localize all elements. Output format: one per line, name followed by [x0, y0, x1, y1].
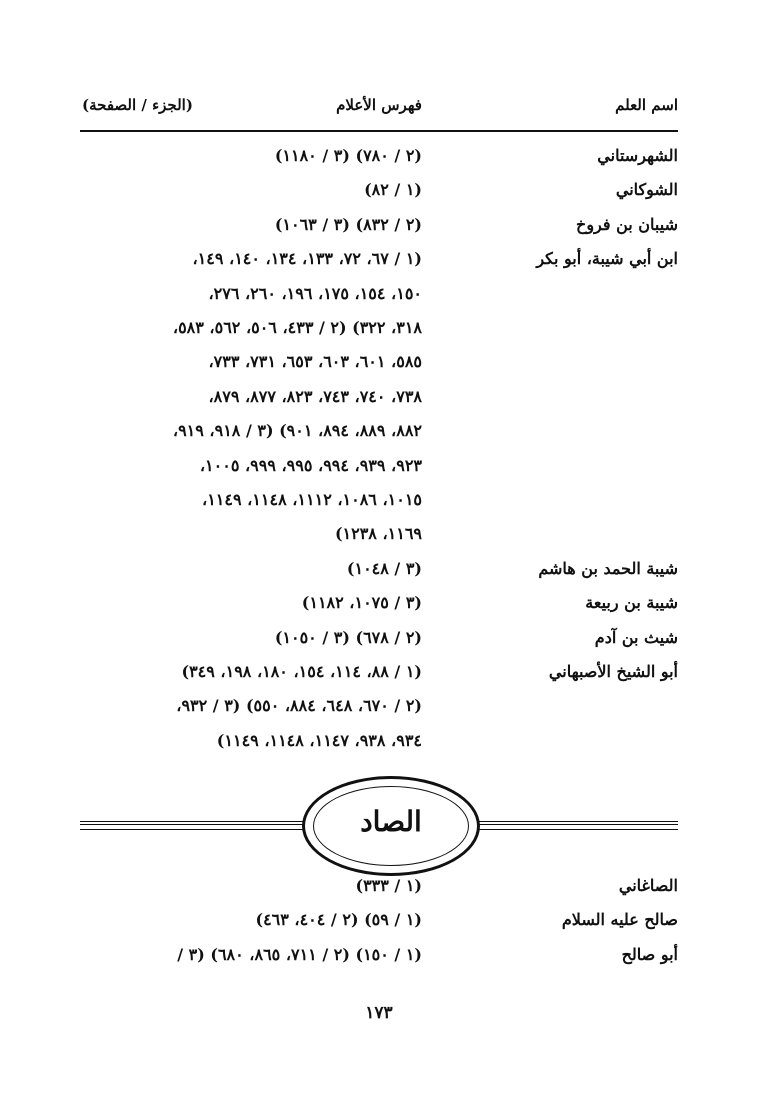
index-title: فهرس الأعلام	[336, 96, 422, 114]
entry-references: ٨٨٢، ٨٨٩، ٨٩٤، ٩٠١) (٣ / ٩١٨، ٩١٩،	[172, 421, 422, 441]
name-column-heading: اسم العلم	[615, 96, 678, 114]
page-number: ١٧٣	[365, 1003, 393, 1023]
entry-references: ٣١٨، ٣٢٢) (٢ / ٤٣٣، ٥٠٦، ٥٦٢، ٥٨٣،	[172, 318, 422, 337]
section-title: الصاد	[360, 805, 422, 838]
entry-name: صالح عليه السلام	[561, 910, 678, 930]
entry-name: شيبة الحمد بن هاشم	[538, 558, 678, 578]
entry-references: (٣ / ١٠٧٥، ١١٨٢)	[301, 593, 422, 613]
entry-references: ٧٣٨، ٧٤٠، ٧٤٣، ٨٢٣، ٨٧٧، ٨٧٩،	[208, 386, 422, 406]
entry-name: شيبة بن ربيعة	[585, 593, 678, 613]
entry-name: ابن أبي شيبة، أبو بكر	[536, 249, 678, 269]
index-entry	[80, 910, 678, 944]
entry-references: (١ / ٨٢)	[364, 180, 422, 200]
index-entry	[80, 876, 678, 910]
entry-references: (١ / ٦٧، ٧٢، ١٣٣، ١٣٤، ١٤٠، ١٤٩،	[192, 249, 422, 269]
entry-name: أبو الشيخ الأصبهاني	[548, 662, 678, 681]
entry-references: (١ / ٣٣٣)	[355, 876, 422, 895]
entry-references: (٣ / ١٠٤٨)	[346, 558, 422, 578]
entry-references: ١٥٠، ١٥٤، ١٧٥، ١٩٦، ٢٦٠، ٢٧٦،	[208, 283, 422, 303]
entry-references: (١ / ١٥٠) (٢ / ٧١١، ٨٦٥، ٦٨٠) (٣ /	[177, 944, 422, 964]
entry-references: (٢ / ٦٧٠، ٦٤٨، ٨٨٤، ٥٥٠) (٣ / ٩٣٢،	[176, 696, 422, 716]
entry-references: ٥٨٥، ٦٠١، ٦٠٣، ٦٥٣، ٧٣١، ٧٣٣،	[208, 352, 422, 372]
entry-references: ٩٣٤، ٩٣٨، ١١٤٧، ١١٤٨، ١١٤٩)	[216, 730, 422, 750]
entry-name: شيث بن آدم	[594, 627, 678, 647]
entry-name: الشوكاني	[615, 180, 678, 200]
entry-references: (١ / ٥٩) (٢ / ٤٠٤، ٤٦٣)	[255, 910, 422, 930]
entry-references: (٢ / ٦٧٨) (٣ / ١٠٥٠)	[274, 627, 422, 647]
entry-references: ١١٦٩، ١٢٣٨)	[334, 524, 422, 544]
entry-name: الشهرستاني	[597, 146, 678, 165]
entry-references: ٩٢٣، ٩٣٩، ٩٩٤، ٩٩٥، ٩٩٩، ١٠٠٥،	[199, 455, 422, 475]
index-entry	[80, 945, 678, 979]
entry-references: (٢ / ٨٣٢) (٣ / ١٠٦٣)	[274, 214, 422, 234]
entry-references: (١ / ٨٨، ١١٤، ١٥٤، ١٨٠، ١٩٨، ٣٤٩)	[181, 662, 422, 681]
entry-name: أبو صالح	[621, 944, 678, 964]
entry-name: شيبان بن فروخ	[576, 214, 678, 234]
ref-column-heading: (الجزء / الصفحة)	[82, 96, 193, 114]
entry-references: (٢ / ٧٨٠) (٣ / ١١٨٠)	[274, 146, 422, 165]
entry-references: ١٠١٥، ١٠٨٦، ١١١٢، ١١٤٨، ١١٤٩،	[202, 490, 422, 509]
entry-name: الصاغاني	[618, 876, 678, 895]
